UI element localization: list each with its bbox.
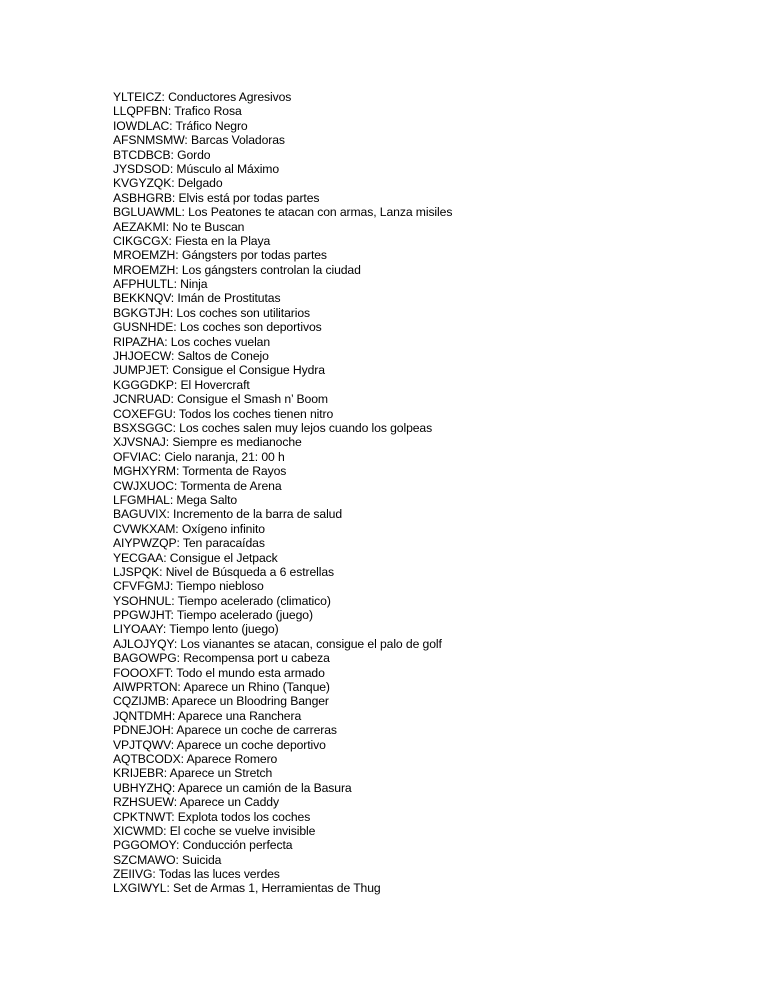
cheat-line: AFPHULTL: Ninja bbox=[113, 277, 208, 292]
cheat-line: RIPAZHA: Los coches vuelan bbox=[113, 334, 271, 349]
cheat-line: LIYOAAY: Tiempo lento (juego) bbox=[113, 622, 279, 637]
cheat-line: JQNTDMH: Aparece una Ranchera bbox=[113, 708, 302, 723]
cheat-line: LLQPFBN: Trafico Rosa bbox=[113, 104, 242, 119]
cheat-line: RZHSUEW: Aparece un Caddy bbox=[113, 795, 279, 810]
cheat-line: CVWKXAM: Oxígeno infinito bbox=[113, 521, 265, 536]
cheat-line: CIKGCGX: Fiesta en la Playa bbox=[113, 233, 271, 248]
cheat-line: KVGYZQK: Delgado bbox=[113, 176, 223, 191]
cheat-line: CQZIJMB: Aparece un Bloodring Banger bbox=[113, 694, 329, 709]
cheat-line: KGGGDKP: El Hovercraft bbox=[113, 377, 250, 392]
cheat-code-list bbox=[113, 90, 452, 896]
cheat-line: LJSPQK: Nivel de Búsqueda a 6 estrellas bbox=[113, 564, 335, 579]
cheat-line: PGGOMOY: Conducción perfecta bbox=[113, 838, 293, 853]
cheat-line: XJVSNAJ: Siempre es medianoche bbox=[113, 435, 302, 450]
cheat-line: AFSNMSMW: Barcas Voladoras bbox=[113, 133, 285, 148]
cheat-line: YSOHNUL: Tiempo acelerado (climatico) bbox=[113, 593, 331, 608]
cheat-line: BEKKNQV: Imán de Prostitutas bbox=[113, 291, 281, 306]
cheat-line: BAGOWPG: Recompensa port u cabeza bbox=[113, 651, 330, 666]
cheat-line: BGKGTJH: Los coches son utilitarios bbox=[113, 305, 310, 320]
cheat-line: CPKTNWT: Explota todos los coches bbox=[113, 809, 311, 824]
cheat-line: MROEMZH: Los gángsters controlan la ciudad bbox=[113, 262, 361, 277]
cheat-line: PDNEJOH: Aparece un coche de carreras bbox=[113, 723, 337, 738]
cheat-line: BTCDBCB: Gordo bbox=[113, 147, 211, 162]
cheat-line: BSXSGGC: Los coches salen muy lejos cuando los golpeas bbox=[113, 420, 433, 435]
cheat-line: FOOOXFT: Todo el mundo esta armado bbox=[113, 665, 325, 680]
cheat-line: AQTBCODX: Aparece Romero bbox=[113, 751, 278, 766]
cheat-line: GUSNHDE: Los coches son deportivos bbox=[113, 320, 322, 335]
cheat-line: JCNRUAD: Consigue el Smash n’ Boom bbox=[113, 392, 328, 407]
cheat-line: YLTEICZ: Conductores Agresivos bbox=[113, 90, 292, 104]
cheat-line: YECGAA: Consigue el Jetpack bbox=[113, 550, 278, 565]
cheat-line: XICWMD: El coche se vuelve invisible bbox=[113, 823, 316, 838]
cheat-line: SZCMAWO: Suicida bbox=[113, 852, 222, 867]
cheat-line: JHJOECW: Saltos de Conejo bbox=[113, 349, 269, 364]
cheat-line: LFGMHAL: Mega Salto bbox=[113, 492, 238, 507]
cheat-line: AIYPWZQP: Ten paracaídas bbox=[113, 536, 265, 551]
cheat-line: CWJXUOC: Tormenta de Arena bbox=[113, 478, 282, 493]
cheat-line: OFVIAC: Cielo naranja, 21: 00 h bbox=[113, 449, 285, 464]
cheat-line: BAGUVIX: Incremento de la barra de salud bbox=[113, 507, 343, 522]
cheat-line: ASBHGRB: Elvis está por todas partes bbox=[113, 190, 320, 205]
cheat-line: JYSDSOD: Músculo al Máximo bbox=[113, 161, 280, 176]
cheat-line: VPJTQWV: Aparece un coche deportivo bbox=[113, 737, 326, 752]
cheat-line: KRIJEBR: Aparece un Stretch bbox=[113, 766, 273, 781]
cheat-line: ZEIIVG: Todas las luces verdes bbox=[113, 867, 280, 882]
cheat-line: COXEFGU: Todos los coches tienen nitro bbox=[113, 406, 334, 421]
cheat-line: AIWPRTON: Aparece un Rhino (Tanque) bbox=[113, 680, 330, 695]
cheat-line: AJLOJYQY: Los vianantes se atacan, consigue el palo de golf bbox=[113, 636, 442, 651]
cheat-line: JUMPJET: Consigue el Consigue Hydra bbox=[113, 363, 325, 378]
cheat-line: AEZAKMI: No te Buscan bbox=[113, 219, 245, 234]
cheat-line: PPGWJHT: Tiempo acelerado (juego) bbox=[113, 608, 313, 623]
cheat-line: BGLUAWML: Los Peatones te atacan con armas, Lanza misiles bbox=[113, 205, 453, 220]
cheat-line: IOWDLAC: Tráfico Negro bbox=[113, 118, 248, 133]
cheat-line: UBHYZHQ: Aparece un camión de la Basura bbox=[113, 780, 352, 795]
cheat-line: CFVFGMJ: Tiempo niebloso bbox=[113, 579, 264, 594]
cheat-line: MGHXYRM: Tormenta de Rayos bbox=[113, 464, 287, 479]
cheat-line: LXGIWYL: Set de Armas 1, Herramientas de Thug bbox=[113, 881, 381, 896]
cheat-line: MROEMZH: Gángsters por todas partes bbox=[113, 248, 327, 263]
